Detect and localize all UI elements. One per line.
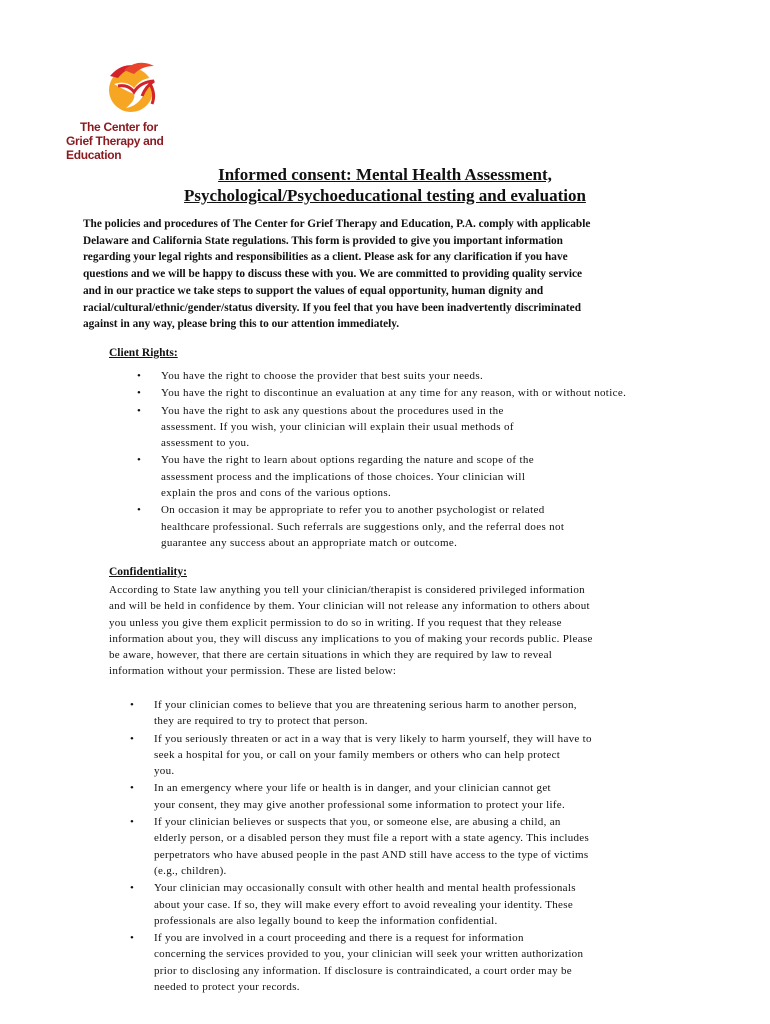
title-line-2: Psychological/Psychoeducational testing and evaluation (184, 186, 586, 205)
confidentiality-exception-item (154, 697, 714, 730)
confidentiality-line: information about you, they will discuss any implications to you of making your records public. Please (109, 632, 593, 645)
list-item-line: elderly person, or a disabled person they must file a report with a state agency. This includes (154, 832, 590, 845)
list-item-line: seek a hospital for you, or call on your family members or others who can help protect (154, 748, 561, 761)
intro-line: questions and we will be happy to discuss these with you. We are committed to providing quality service (83, 268, 582, 281)
client-right-item (161, 403, 721, 452)
confidentiality-exception-item (154, 731, 714, 780)
list-item-line: On occasion it may be appropriate to refer you to another psychologist or related (161, 504, 545, 517)
list-item-line: If your clinician believes or suspects that you, or someone else, are abusing a child, an (154, 816, 561, 829)
intro-paragraph (83, 216, 693, 333)
list-item-line: (e.g., children). (154, 864, 227, 877)
confidentiality-exception-item (154, 930, 714, 995)
confidentiality-line: be aware, however, that there are certain situations in which they are required by law to reveal (109, 649, 553, 662)
list-item-line: perpetrators who have abused people in the past AND still have access to the type of victims (154, 848, 589, 861)
list-item-line: you. (154, 765, 175, 778)
list-item-line: guarantee any success about an appropriate match or outcome. (161, 536, 458, 549)
list-item-line: If you are involved in a court proceeding and there is a request for information (154, 932, 524, 945)
client-right-item (161, 502, 721, 551)
list-item-line: You have the right to discontinue an evaluation at any time for any reason, with or without notice. (161, 387, 627, 400)
list-item-line: professionals are also legally bound to keep the information confidential. (154, 914, 498, 927)
list-item-line: assessment process and the implications of those choices. Your clinician will (161, 470, 526, 483)
list-item-line: If your clinician comes to believe that you are threatening serious harm to another person, (154, 699, 577, 711)
intro-line: against in any way, please bring this to our attention immediately. (83, 318, 400, 331)
list-item-line: healthcare professional. Such referrals are suggestions only, and the referral does not (161, 520, 565, 533)
list-item-line: explain the pros and cons of the various options. (161, 487, 392, 500)
list-item-line: Your clinician may occasionally consult with other health and mental health professionals (154, 882, 576, 895)
list-item-line: You have the right to choose the provider that best suits your needs. (161, 370, 484, 382)
confidentiality-heading: Confidentiality: (109, 566, 187, 578)
phoenix-sun-icon (104, 54, 164, 118)
organization-logo (66, 54, 206, 162)
list-item-line: your consent, they may give another professional some information to protect your life. (154, 798, 565, 811)
list-item-line: needed to protect your records. (154, 981, 300, 994)
intro-line: regarding your legal rights and responsibilities as a client. Please ask for any clarification if you have (83, 251, 568, 264)
client-right-item (161, 385, 721, 401)
list-item-line: prior to disclosing any information. If disclosure is contraindicated, a court order may be (154, 964, 572, 977)
document-title (0, 164, 770, 206)
client-rights-list (161, 368, 721, 552)
confidentiality-line: you unless you give them explicit permission to do so in writing. If you request that they release (109, 616, 562, 629)
confidentiality-exception-item (154, 780, 714, 813)
list-item-line: You have the right to ask any questions about the procedures used in the (161, 404, 504, 417)
client-right-item (161, 452, 721, 501)
list-item-line: concerning the services provided to you, your clinician will seek your written authorization (154, 948, 584, 961)
client-rights-heading: Client Rights: (109, 347, 178, 359)
logo-line-1: The Center for (80, 120, 158, 134)
list-item-line: about your case. If so, they will make every effort to avoid revealing your identity. These (154, 898, 574, 911)
intro-line: and in our practice we take steps to support the values of equal opportunity, human dignity and (83, 284, 544, 297)
confidentiality-line: and will be held in confidence by them. Your clinician will not release any information to others about (109, 600, 590, 613)
confidentiality-line: information without your permission. These are listed below: (109, 665, 397, 678)
intro-line: racial/cultural/ethnic/gender/status diversity. If you feel that you have been inadvertently discriminated (83, 301, 581, 314)
list-item-line: You have the right to learn about options regarding the nature and scope of the (161, 454, 534, 467)
intro-line: The policies and procedures of The Center for Grief Therapy and Education, P.A. comply with applicable (83, 218, 591, 230)
list-item-line: assessment. If you wish, your clinician will explain their usual methods of (161, 420, 514, 433)
confidentiality-exception-item (154, 814, 714, 879)
list-item-line: assessment to you. (161, 437, 250, 450)
title-line-1: Informed consent: Mental Health Assessment, (218, 165, 552, 184)
list-item-line: If you seriously threaten or act in a way that is very likely to harm yourself, they will have to (154, 732, 592, 745)
client-right-item (161, 368, 721, 384)
confidentiality-exceptions-list (154, 697, 714, 996)
list-item-line: In an emergency where your life or health is in danger, and your clinician cannot get (154, 782, 551, 795)
confidentiality-line: According to State law anything you tell your clinician/therapist is considered privileged information (109, 584, 585, 596)
confidentiality-paragraph (109, 582, 689, 680)
list-item-line: they are required to try to protect that person. (154, 715, 368, 728)
intro-line: Delaware and California State regulations. This form is provided to give you important information (83, 234, 563, 247)
confidentiality-exception-item (154, 880, 714, 929)
logo-line-2: Grief Therapy and Education (66, 134, 164, 162)
